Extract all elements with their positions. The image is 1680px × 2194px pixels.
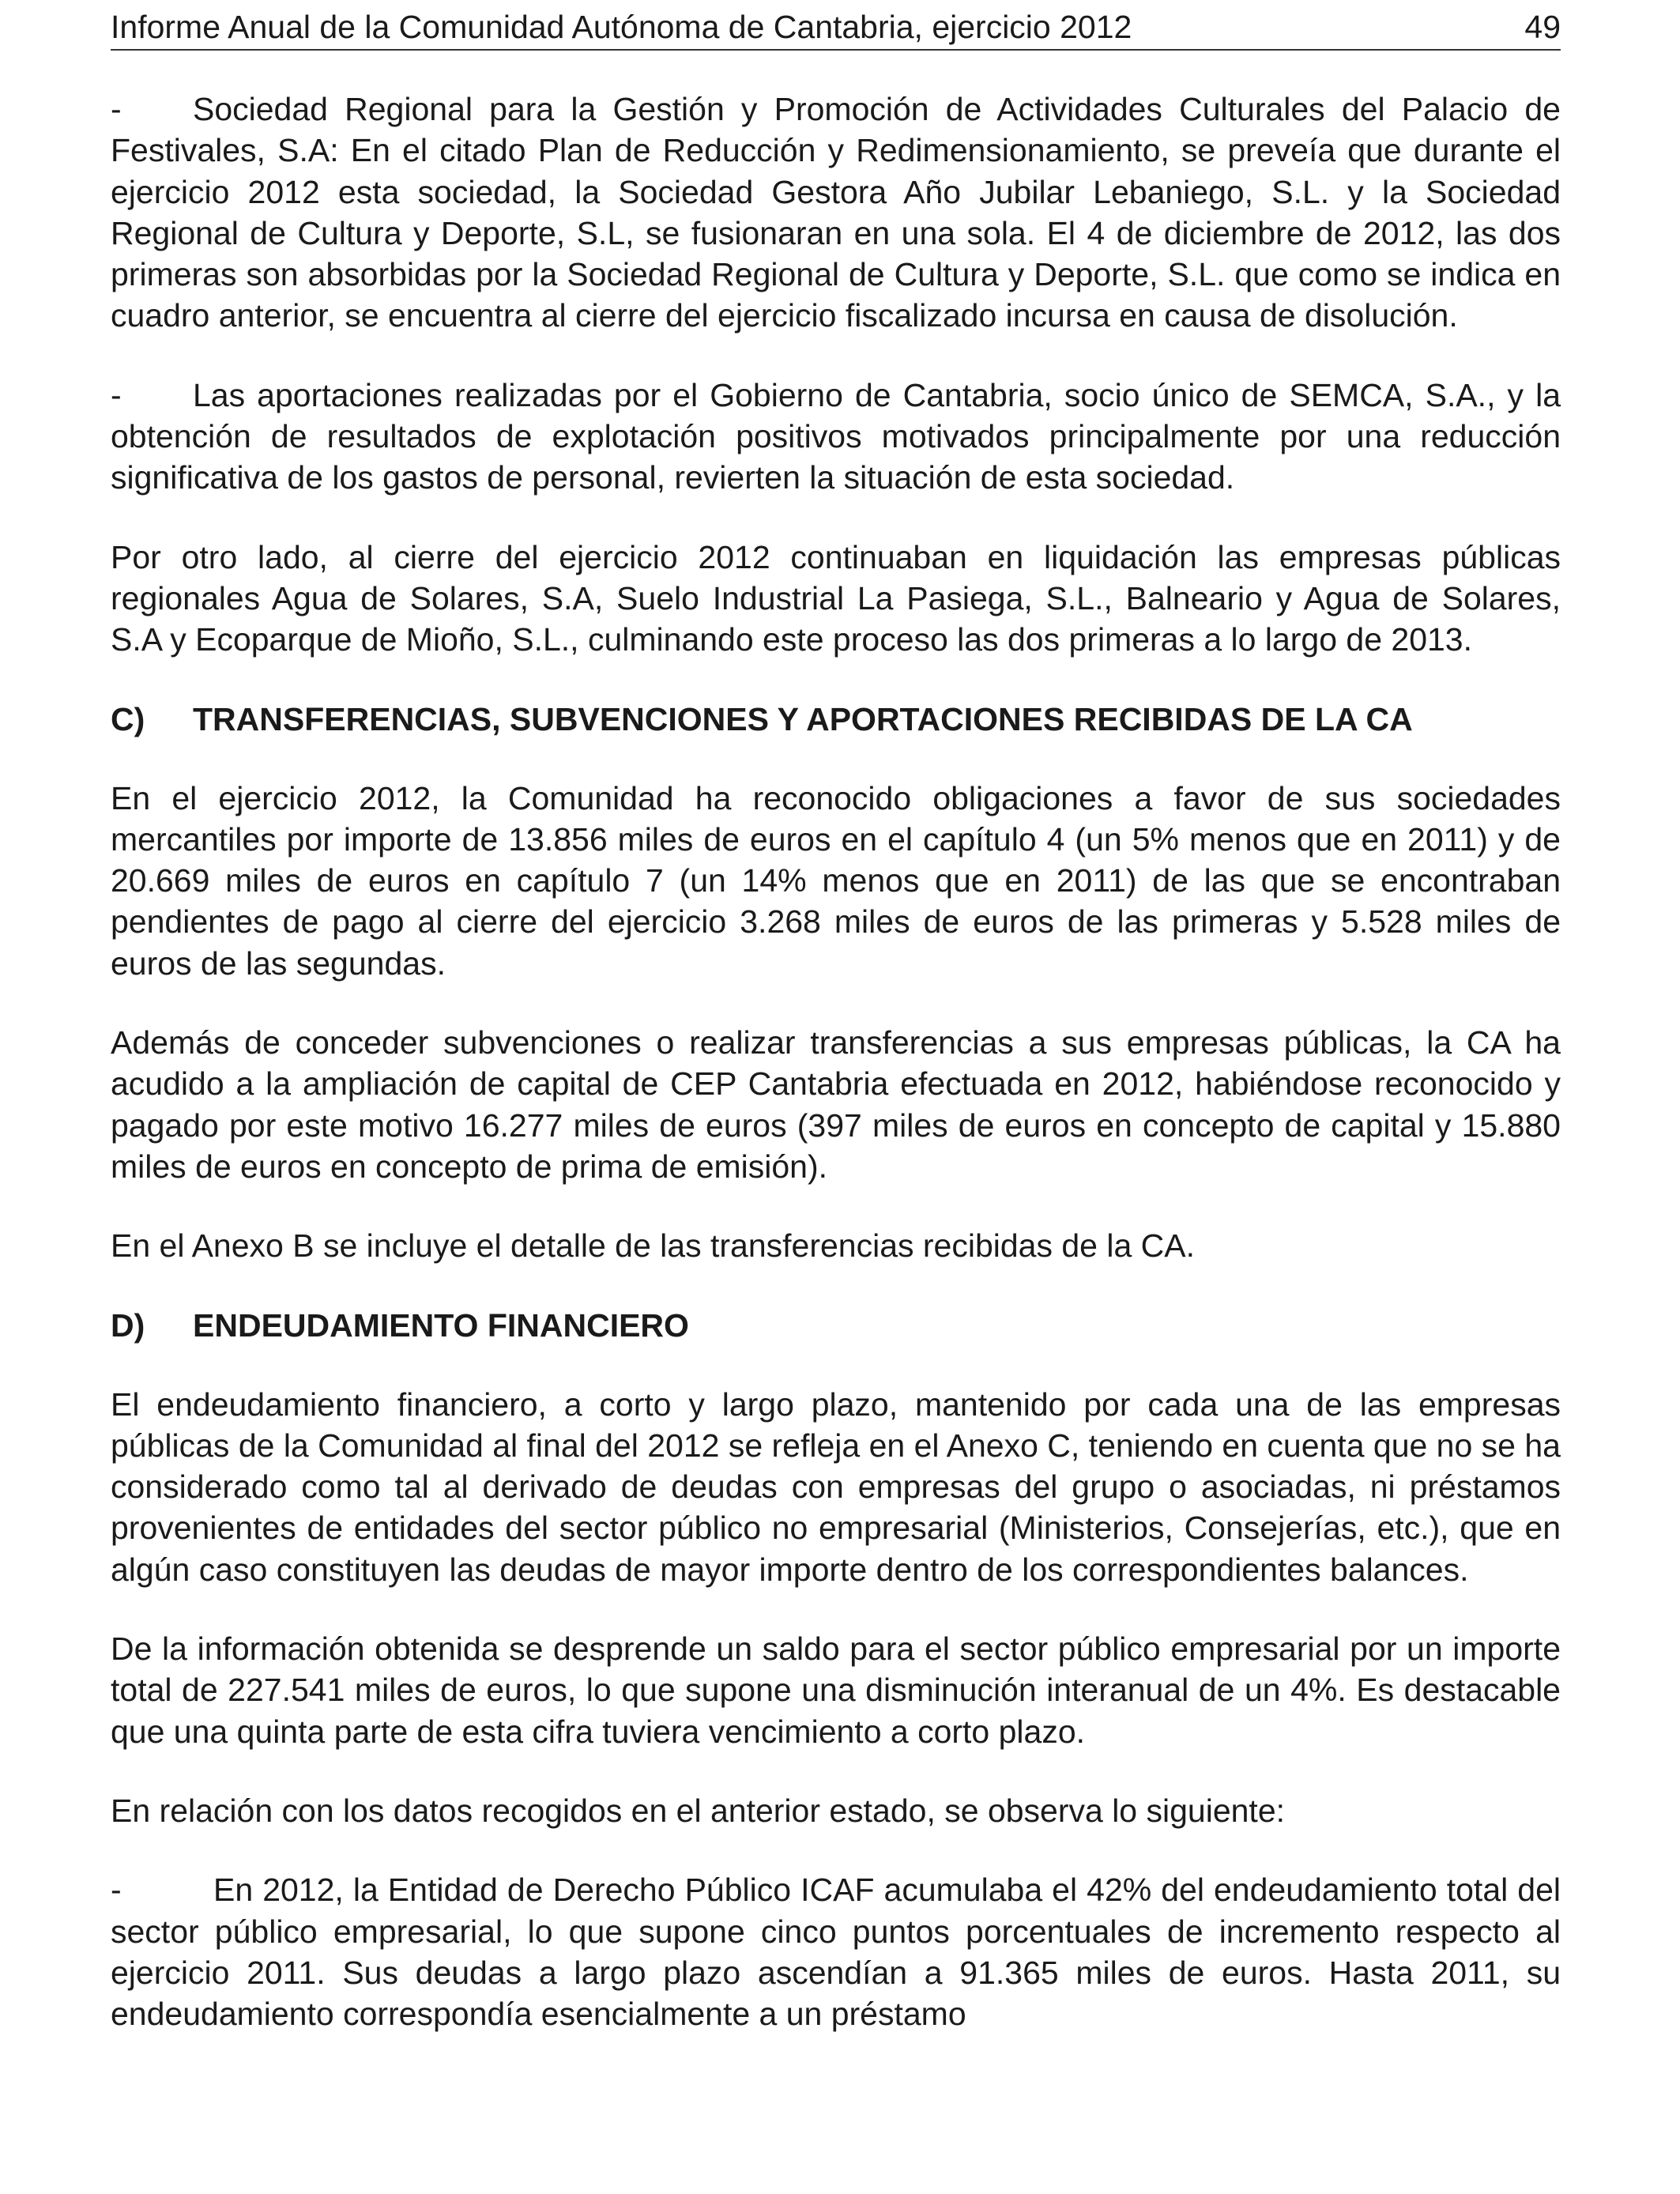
section-letter: D) — [111, 1306, 145, 1344]
paragraph-text: Sociedad Regional para la Gestión y Promoción de Actividades Culturales del Palacio de Festivales, S.A: En el citado Plan de Reducción y Redimensionamiento, se preveía que durante el ejercicio 2012 esta sociedad, la Sociedad Gestora Año Jubilar Lebaniego, S.L. y la Sociedad Regional de Cultura y Deporte, S.L, se fusionaran en una sola. El 4 de diciembre de 2012, las dos primeras son absorbidas por la Sociedad Regional de Cultura y Deporte, S.L. que como se indica en cuadro anterior, se encuentra al cierre del ejercicio fiscalizado incursa en causa de disolución. — [111, 91, 1561, 334]
section-letter: C) — [111, 700, 145, 737]
paragraph-endeudamiento: El endeudamiento financiero, a corto y largo plazo, mantenido por cada una de las empresas públicas de la Comunidad al final del 2012 se refleja en el Anexo C, teniendo en cuenta que no se ha considerado como tal al derivado de deudas con empresas del grupo o asociadas, ni préstamos provenientes de entidades del sector público no empresarial (Ministerios, Consejerías, etc.), que en algún caso constituyen las deudas de mayor importe dentro de los correspondientes balances. — [111, 1385, 1561, 1588]
bullet-dash: - — [111, 91, 122, 127]
bullet-dash: - — [111, 376, 122, 413]
bullet-paragraph-palacio-festivales — [111, 89, 1561, 337]
paragraph-saldo: De la información obtenida se desprende un saldo para el sector público empresarial por un importe total de 227.541 miles de euros, lo que supone una disminución interanual de un 4%. Es destacable que una quinta parte de esta cifra tuviera vencimiento a corto plazo. — [111, 1630, 1561, 1750]
paragraph-text: En 2012, la Entidad de Derecho Público ICAF acumulaba el 42% del endeudamiento total del sector público empresarial, lo que supone cinco puntos porcentuales de incremento respecto al ejercicio 2011. Sus deudas a largo plazo ascendían a 91.365 miles de euros. Hasta 2011, su endeudamiento correspondía esencialmente a un préstamo — [111, 1872, 1561, 2033]
body-text — [111, 89, 1561, 2072]
paragraph-anexo-b: En el Anexo B se incluye el detalle de las transferencias recibidas de la CA. — [111, 1227, 1195, 1265]
page-header — [111, 5, 1561, 51]
section-c-heading — [111, 699, 1561, 740]
section-title: TRANSFERENCIAS, SUBVENCIONES Y APORTACIONES RECIBIDAS DE LA CA — [193, 700, 1413, 737]
section-title: ENDEUDAMIENTO FINANCIERO — [193, 1306, 689, 1344]
header-title: Informe Anual de la Comunidad Autónoma de Cantabria, ejercicio 2012 — [111, 9, 1132, 45]
section-d-heading — [111, 1305, 1561, 1346]
paragraph-obligaciones: En el ejercicio 2012, la Comunidad ha reconocido obligaciones a favor de sus sociedades mercantiles por importe de 13.856 miles de euros en el capítulo 4 (un 5% menos que en 2011) y de 20.669 miles de euros en capítulo 7 (un 14% menos que en 2011) de las que se encontraban pendientes de pago al cierre del ejercicio 3.268 miles de euros de las primeras y 5.528 miles de euros de las segundas. — [111, 779, 1561, 982]
paragraph-relacion-datos: En relación con los datos recogidos en el anterior estado, se observa lo siguiente: — [111, 1792, 1286, 1829]
paragraph-ampliacion-capital: Además de conceder subvenciones o realizar transferencias a sus empresas públicas, la CA ha acudido a la ampliación de capital de CEP Cantabria efectuada en 2012, habiéndose reconocido y pagado por este motivo 16.277 miles de euros (397 miles de euros en concepto de capital y 15.880 miles de euros en concepto de prima de emisión). — [111, 1024, 1561, 1185]
paragraph-text: Las aportaciones realizadas por el Gobierno de Cantabria, socio único de SEMCA, S.A., y la obtención de resultados de explotación positivos motivados principalmente por una reducción significativa de los gastos de personal, revierten la situación de esta sociedad. — [111, 376, 1561, 496]
bullet-paragraph-semca — [111, 375, 1561, 499]
paragraph-liquidacion: Por otro lado, al cierre del ejercicio 2012 continuaban en liquidación las empresas públicas regionales Agua de Solares, S.A, Suelo Industrial La Pasiega, S.L., Balneario y Agua de Solares, S.A y Ecoparque de Mioño, S.L., culminando este proceso las dos primeras a lo largo de 2013. — [111, 538, 1561, 658]
page-number: 49 — [1524, 9, 1561, 45]
bullet-dash: - — [111, 1872, 122, 1909]
bullet-paragraph-icaf — [111, 1869, 1561, 2034]
